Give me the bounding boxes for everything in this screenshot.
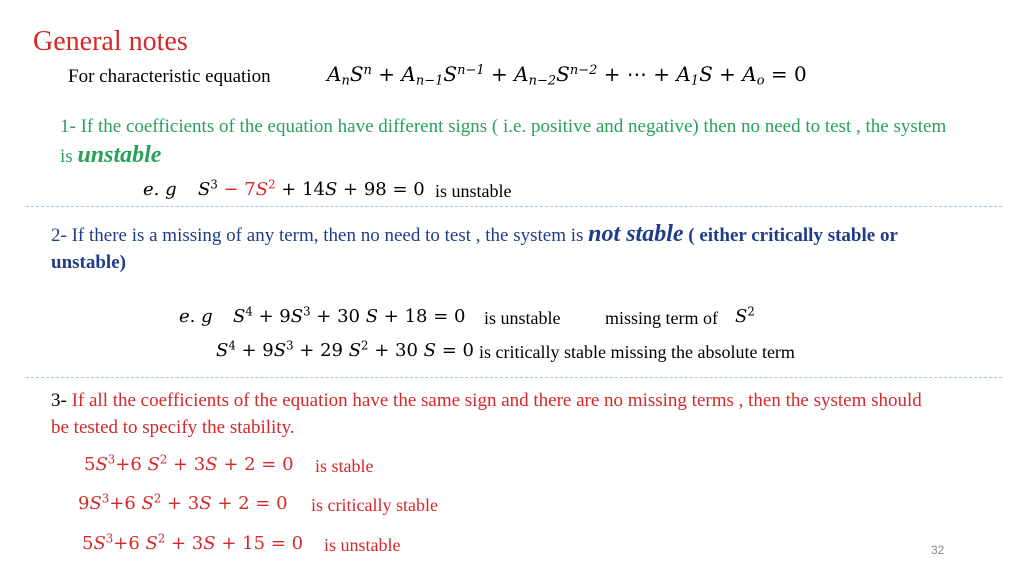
example-2-missing-term: $S^2$: [735, 304, 755, 327]
critically-stable-example-result: is critically stable: [311, 495, 438, 515]
example-3-result: is critically stable missing the absolute term: [479, 342, 795, 362]
note-2-emphasis: not stable: [588, 221, 684, 247]
note-1: 1- If the coefficients of the equation have different signs ( i.e. positive and negative) then no need to test , the system is unstable: [60, 116, 947, 168]
example-2-note: missing term of: [605, 308, 718, 328]
page-number: 32: [931, 543, 945, 557]
example-1-result: is unstable: [435, 181, 512, 201]
example-1-equation: $S^3 - 7S^2 + 14S + 98 = 0$: [198, 177, 425, 200]
characteristic-equation-label: For characteristic equation: [68, 66, 271, 87]
example-1-label: e. g: [143, 179, 177, 200]
unstable-example-result: is unstable: [324, 535, 401, 555]
example-2-equation: $S^4 + 9S^3 + 30$ S + 18 = 0: [233, 304, 466, 327]
separator-1: [26, 206, 1002, 207]
characteristic-equation: $A_nS^n + A_{n-1}S^{n-1} + A_{n-2}S^{n-2}$ + ⋯ + $A_1S + A_o = 0$: [327, 62, 807, 89]
note-1-emphasis: unstable: [77, 142, 162, 168]
stable-example-equation: $5S^3+6$ $S^2 + 3S + 2 = 0$: [84, 452, 294, 475]
example-2-label: e. g: [179, 306, 213, 327]
separator-2: [26, 377, 1002, 378]
critically-stable-example-equation: $9S^3+6$ $S^2 + 3S + 2 = 0$: [78, 491, 288, 514]
stable-example-result: is stable: [315, 456, 374, 476]
slide-title: General notes: [33, 26, 188, 57]
example-2-result: is unstable: [484, 308, 561, 328]
note-3: 3- If all the coefficients of the equation have the same sign and there are no missing terms , then the system should be tested to specify the stability.: [51, 390, 922, 438]
unstable-example-equation: $5S^3+6$ $S^2 + 3S + 15 = 0$: [82, 531, 304, 554]
example-3-equation: $S^4 + 9S^3 + 29$ $S^2 + 30$ S = 0: [216, 338, 474, 361]
note-2: 2- If there is a missing of any term, then no need to test , the system is not stable ( either critically stable or unstable): [51, 221, 898, 273]
